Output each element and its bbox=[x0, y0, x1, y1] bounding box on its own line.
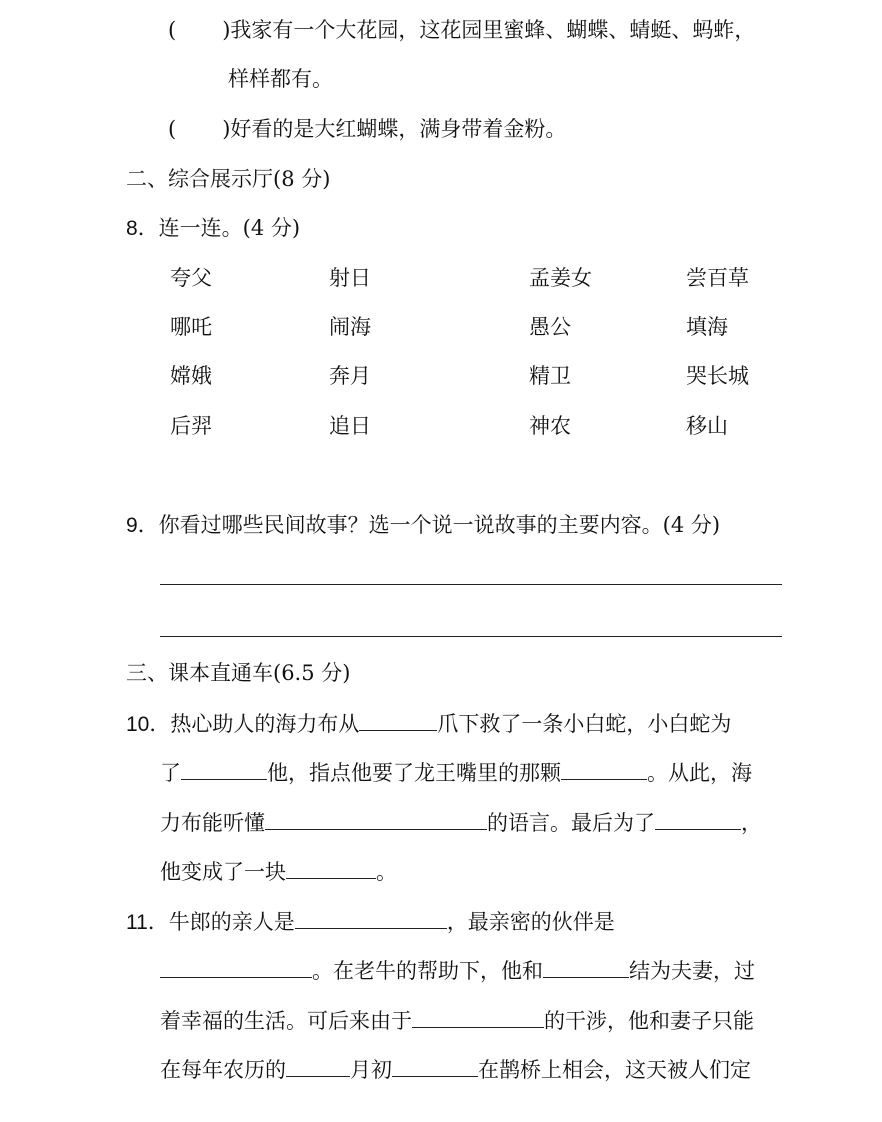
question-text: 爪下救了一条小白蛇，小白蛇为 bbox=[437, 712, 732, 736]
sort-item-text: 好看的是大红蝴蝶，满身带着金粉。 bbox=[230, 117, 567, 141]
fill-blank[interactable] bbox=[655, 807, 741, 830]
question-text: ， bbox=[741, 811, 762, 835]
sort-item-a bbox=[168, 15, 755, 45]
fill-blank[interactable] bbox=[561, 757, 647, 780]
question-text: 在每年农历的 bbox=[160, 1058, 286, 1082]
answer-line[interactable] bbox=[160, 636, 782, 637]
question-number: 9 bbox=[126, 514, 138, 537]
question-number: 10 bbox=[126, 713, 150, 736]
fill-blank[interactable] bbox=[359, 708, 437, 731]
question-11-line-3 bbox=[160, 1005, 754, 1036]
fill-blank[interactable] bbox=[412, 1005, 544, 1028]
question-number: 8 bbox=[126, 217, 138, 240]
match-item[interactable]: 哭长城 bbox=[686, 364, 749, 388]
question-text: 。 bbox=[376, 860, 397, 884]
question-prompt: ．你看过哪些民间故事？选一个说一说故事的主要内容。(4 分) bbox=[137, 513, 721, 537]
answer-paren-open: ( bbox=[168, 117, 177, 141]
question-prompt: ．连一连。(4 分) bbox=[137, 216, 301, 240]
sort-item-b bbox=[168, 114, 566, 144]
match-item[interactable]: 移山 bbox=[686, 414, 728, 438]
section-heading: 二、综合展示厅(8 分) bbox=[126, 167, 331, 191]
match-item[interactable]: 精卫 bbox=[529, 364, 571, 388]
question-text: 了 bbox=[160, 761, 181, 785]
fill-blank[interactable] bbox=[392, 1054, 478, 1077]
question-text: 他，指点他要了龙王嘴里的那颗 bbox=[267, 761, 561, 785]
question-10-line-3 bbox=[160, 807, 762, 838]
question-text: 结为夫妻，过 bbox=[629, 959, 755, 983]
question-10-line-1 bbox=[126, 708, 731, 740]
match-item[interactable]: 闹海 bbox=[329, 315, 371, 339]
question-11-line-2 bbox=[160, 955, 755, 986]
question-11-line-4 bbox=[160, 1054, 751, 1085]
match-item[interactable]: 愚公 bbox=[529, 315, 571, 339]
fill-blank[interactable] bbox=[265, 807, 487, 830]
question-text: 着幸福的生活。可后来由于 bbox=[160, 1009, 412, 1033]
match-item[interactable]: 奔月 bbox=[329, 364, 371, 388]
match-item[interactable]: 后羿 bbox=[170, 414, 212, 438]
question-text: ．牛郎的亲人是 bbox=[147, 910, 295, 934]
question-text: 月初 bbox=[350, 1058, 392, 1082]
fill-blank[interactable] bbox=[160, 955, 312, 978]
match-item[interactable]: 嫦娥 bbox=[170, 364, 212, 388]
match-item[interactable]: 填海 bbox=[686, 315, 728, 339]
question-10-line-4 bbox=[160, 856, 397, 887]
section-heading: 三、课本直通车(6.5 分) bbox=[126, 661, 351, 685]
question-10-line-2 bbox=[160, 757, 752, 788]
fill-blank[interactable] bbox=[295, 906, 447, 929]
question-text: 的语言。最后为了 bbox=[487, 811, 655, 835]
answer-line[interactable] bbox=[160, 584, 782, 585]
question-11-line-1 bbox=[126, 906, 615, 938]
match-item[interactable]: 射日 bbox=[329, 266, 371, 290]
question-text: 。在老牛的帮助下，他和 bbox=[312, 959, 543, 983]
question-number: 11 bbox=[126, 911, 148, 934]
match-item[interactable]: 追日 bbox=[329, 414, 371, 438]
answer-paren-close: ) bbox=[222, 117, 231, 141]
question-text: 他变成了一块 bbox=[160, 860, 286, 884]
question-text: 。从此，海 bbox=[647, 761, 752, 785]
question-text: 力布能听懂 bbox=[160, 811, 265, 835]
fill-blank[interactable] bbox=[286, 1054, 350, 1077]
match-item[interactable]: 神农 bbox=[529, 414, 571, 438]
question-text: ．热心助人的海力布从 bbox=[149, 712, 360, 736]
question-8 bbox=[126, 213, 300, 244]
fill-blank[interactable] bbox=[181, 757, 267, 780]
question-text: 的干涉，他和妻子只能 bbox=[544, 1009, 754, 1033]
match-item[interactable]: 哪吒 bbox=[170, 315, 212, 339]
answer-paren-open: ( bbox=[168, 18, 177, 42]
match-item[interactable]: 孟姜女 bbox=[529, 266, 592, 290]
question-9 bbox=[126, 510, 720, 541]
question-text: ，最亲密的伙伴是 bbox=[446, 910, 615, 934]
match-item[interactable]: 尝百草 bbox=[686, 266, 749, 290]
match-item[interactable]: 夸父 bbox=[170, 266, 212, 290]
fill-blank[interactable] bbox=[286, 856, 376, 879]
sort-item-a-continued: 样样都有。 bbox=[228, 67, 333, 91]
fill-blank[interactable] bbox=[543, 955, 629, 978]
sort-item-text: 我家有一个大花园，这花园里蜜蜂、蝴蝶、蜻蜓、蚂蚱， bbox=[230, 18, 756, 42]
question-text: 在鹊桥上相会，这天被人们定 bbox=[478, 1058, 751, 1082]
answer-paren-close: ) bbox=[222, 18, 231, 42]
